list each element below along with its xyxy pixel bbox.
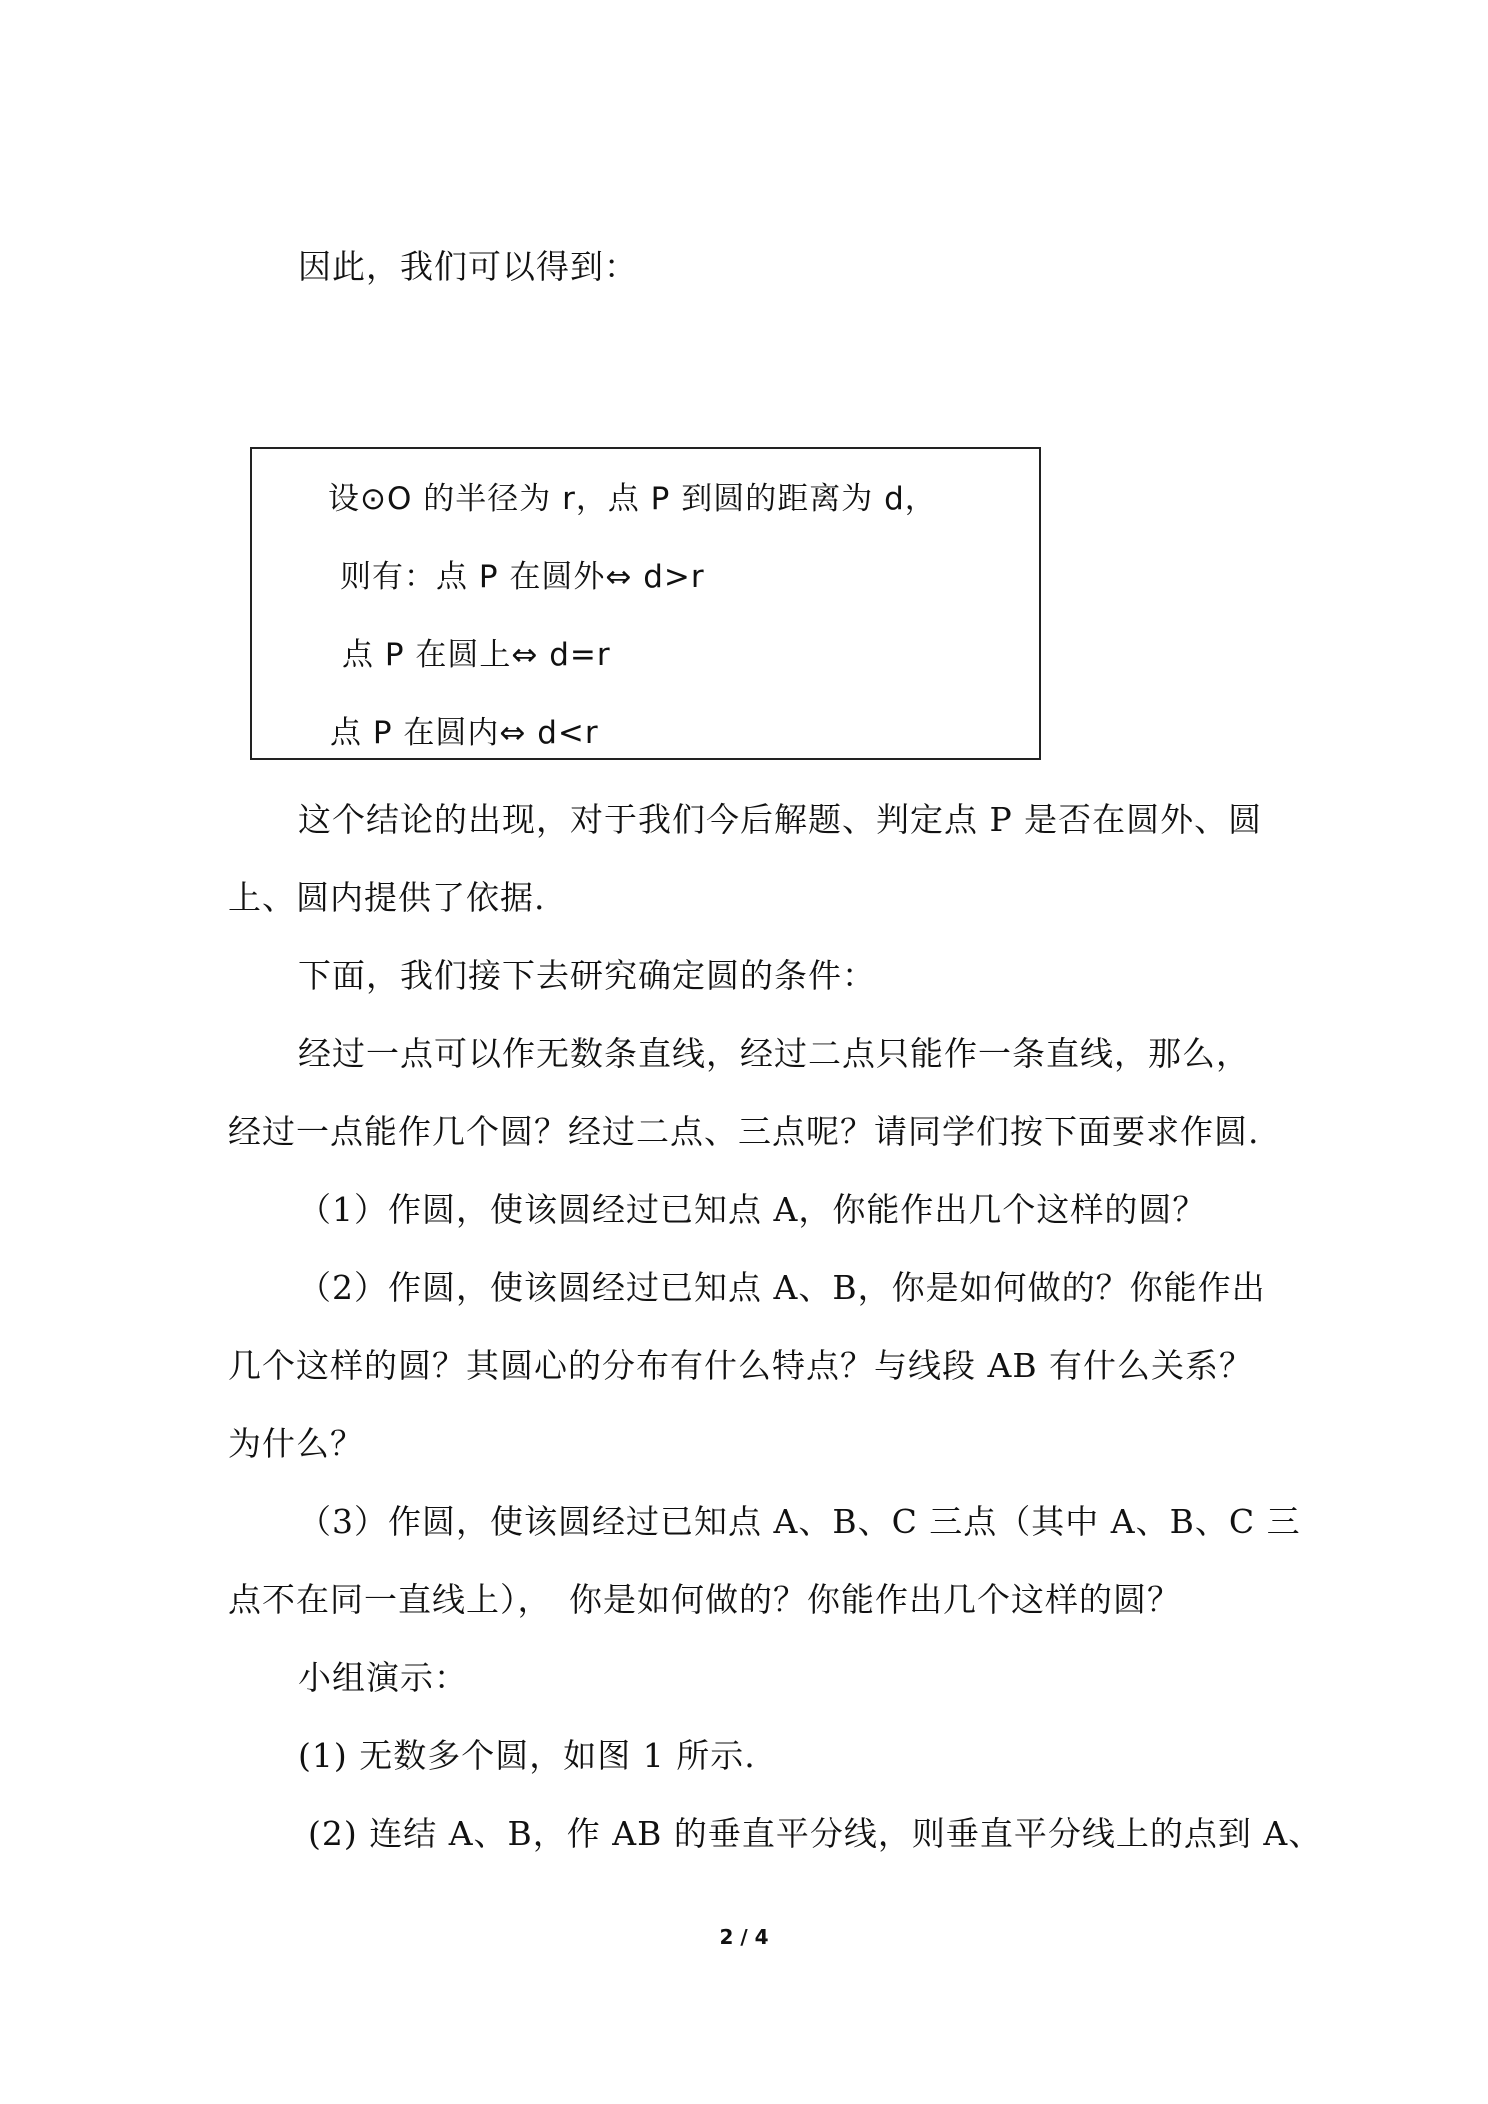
paragraph-line: 上、圆内提供了依据. bbox=[228, 878, 546, 917]
page-number: 2 / 4 bbox=[719, 1925, 769, 1949]
intro-text: 因此，我们可以得到： bbox=[298, 247, 638, 286]
box-line-3: 点 P 在圆上⇔ d=r bbox=[342, 637, 611, 673]
box-line-2: 则有：点 P 在圆外⇔ d>r bbox=[340, 559, 705, 595]
paragraph-line: 几个这样的圆？其圆心的分布有什么特点？与线段 AB 有什么关系？ bbox=[228, 1346, 1254, 1385]
paragraph-line: 下面，我们接下去研究确定圆的条件： bbox=[298, 956, 876, 995]
paragraph-line: 点不在同一直线上）， 你是如何做的？你能作出几个这样的圆？ bbox=[228, 1580, 1181, 1619]
paragraph-line: 经过一点能作几个圆？经过二点、三点呢？请同学们按下面要求作圆. bbox=[228, 1112, 1260, 1151]
paragraph-line: (1) 无数多个圆，如图 1 所示. bbox=[298, 1736, 756, 1775]
box-line-4: 点 P 在圆内⇔ d<r bbox=[330, 715, 599, 751]
paragraph-line: 为什么？ bbox=[228, 1424, 364, 1463]
paragraph-line: (2) 连结 A、B，作 AB 的垂直平分线，则垂直平分线上的点到 A、 bbox=[308, 1814, 1323, 1853]
paragraph-line: （2）作圆，使该圆经过已知点 A、B，你是如何做的？你能作出 bbox=[298, 1268, 1266, 1307]
paragraph-line: 这个结论的出现，对于我们今后解题、判定点 P 是否在圆外、圆 bbox=[298, 800, 1263, 839]
conclusion-box bbox=[250, 447, 1041, 760]
paragraph-line: （3）作圆，使该圆经过已知点 A、B、C 三点（其中 A、B、C 三 bbox=[298, 1502, 1301, 1541]
paragraph-line: 经过一点可以作无数条直线，经过二点只能作一条直线，那么， bbox=[298, 1034, 1250, 1073]
paragraph-line: 小组演示： bbox=[298, 1658, 468, 1697]
box-line-1: 设⊙O 的半径为 r，点 P 到圆的距离为 d， bbox=[328, 481, 937, 517]
paragraph-line: （1）作圆，使该圆经过已知点 A，你能作出几个这样的圆？ bbox=[298, 1190, 1207, 1229]
